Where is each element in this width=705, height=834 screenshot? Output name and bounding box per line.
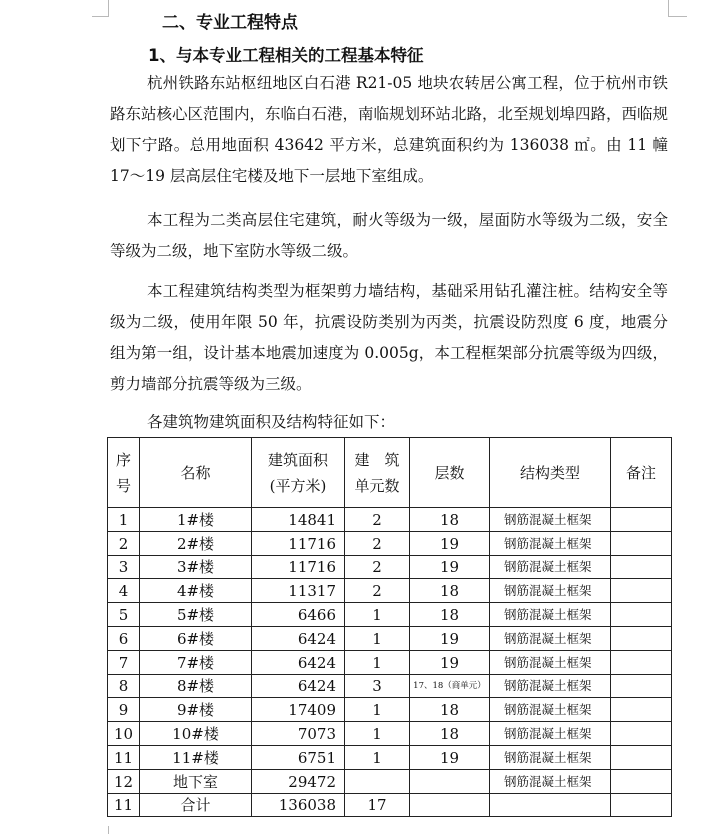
cell-units: 3 bbox=[345, 674, 410, 698]
cell-note bbox=[611, 626, 672, 650]
table-row bbox=[108, 555, 672, 579]
cell-units: 1 bbox=[345, 698, 410, 722]
cell-structure: 钢筋混凝土框架 bbox=[490, 722, 611, 746]
margin-crop-mark-left bbox=[92, 0, 109, 17]
cell-no: 4 bbox=[108, 579, 140, 603]
table-row bbox=[108, 769, 672, 793]
cell-floors: 18 bbox=[410, 508, 490, 532]
cell-structure: 钢筋混凝土框架 bbox=[490, 674, 611, 698]
cell-area: 6424 bbox=[252, 626, 345, 650]
cell-note bbox=[611, 769, 672, 793]
cell-note bbox=[611, 579, 672, 603]
cell-units: 1 bbox=[345, 650, 410, 674]
header-units: 建 筑 单元数 bbox=[345, 438, 410, 508]
cell-structure: 钢筋混凝土框架 bbox=[490, 650, 611, 674]
cell-note bbox=[611, 698, 672, 722]
cell-area: 11716 bbox=[252, 531, 345, 555]
cell-structure: 钢筋混凝土框架 bbox=[490, 769, 611, 793]
cell-structure: 钢筋混凝土框架 bbox=[490, 531, 611, 555]
cell-floors bbox=[410, 769, 490, 793]
header-floors: 层数 bbox=[410, 438, 490, 508]
table-header-row bbox=[108, 438, 672, 508]
table-row bbox=[108, 674, 672, 698]
table-row bbox=[108, 531, 672, 555]
cell-name: 1#楼 bbox=[140, 508, 252, 532]
cell-area: 11317 bbox=[252, 579, 345, 603]
cell-area: 14841 bbox=[252, 508, 345, 532]
section-heading: 二、专业工程特点 bbox=[162, 13, 298, 33]
building-spec-table bbox=[107, 437, 672, 817]
cell-name: 合计 bbox=[140, 793, 252, 817]
table-row bbox=[108, 603, 672, 627]
cell-note bbox=[611, 745, 672, 769]
header-structure: 结构类型 bbox=[490, 438, 611, 508]
cell-area: 7073 bbox=[252, 722, 345, 746]
cell-units: 1 bbox=[345, 745, 410, 769]
cell-floors: 19 bbox=[410, 745, 490, 769]
cell-structure: 钢筋混凝土框架 bbox=[490, 626, 611, 650]
cell-area: 17409 bbox=[252, 698, 345, 722]
cell-area: 136038 bbox=[252, 793, 345, 817]
cell-note bbox=[611, 508, 672, 532]
cell-structure: 钢筋混凝土框架 bbox=[490, 603, 611, 627]
cell-name: 3#楼 bbox=[140, 555, 252, 579]
cell-floors bbox=[410, 793, 490, 817]
margin-crop-mark-bottom bbox=[92, 826, 109, 834]
cell-units: 2 bbox=[345, 579, 410, 603]
cell-units: 17 bbox=[345, 793, 410, 817]
cell-note bbox=[611, 674, 672, 698]
cell-no: 1 bbox=[108, 508, 140, 532]
header-note: 备注 bbox=[611, 438, 672, 508]
header-no: 序 号 bbox=[108, 438, 140, 508]
cell-note bbox=[611, 793, 672, 817]
cell-structure: 钢筋混凝土框架 bbox=[490, 579, 611, 603]
cell-area: 6751 bbox=[252, 745, 345, 769]
table-row bbox=[108, 508, 672, 532]
cell-structure: 钢筋混凝土框架 bbox=[490, 745, 611, 769]
cell-no: 6 bbox=[108, 626, 140, 650]
cell-floors: 19 bbox=[410, 555, 490, 579]
cell-name: 4#楼 bbox=[140, 579, 252, 603]
cell-note bbox=[611, 531, 672, 555]
cell-no: 11 bbox=[108, 745, 140, 769]
table-row bbox=[108, 579, 672, 603]
cell-floors: 19 bbox=[410, 626, 490, 650]
cell-name: 9#楼 bbox=[140, 698, 252, 722]
cell-no: 11 bbox=[108, 793, 140, 817]
cell-note bbox=[611, 603, 672, 627]
cell-floors: 18 bbox=[410, 579, 490, 603]
cell-name: 7#楼 bbox=[140, 650, 252, 674]
cell-name: 10#楼 bbox=[140, 722, 252, 746]
header-name: 名称 bbox=[140, 438, 252, 508]
table-row bbox=[108, 745, 672, 769]
table-row bbox=[108, 698, 672, 722]
table-total-row bbox=[108, 793, 672, 817]
table-row bbox=[108, 722, 672, 746]
cell-note bbox=[611, 722, 672, 746]
cell-floors: 19 bbox=[410, 650, 490, 674]
cell-no: 12 bbox=[108, 769, 140, 793]
cell-structure: 钢筋混凝土框架 bbox=[490, 698, 611, 722]
cell-structure: 钢筋混凝土框架 bbox=[490, 508, 611, 532]
cell-units: 2 bbox=[345, 531, 410, 555]
paragraph-structure: 本工程建筑结构类型为框架剪力墙结构，基础采用钻孔灌注桩。结构安全等级为二级，使用年限 50 年，抗震设防类别为丙类，抗震设防烈度 6 度，地震分组为第一组，设计基本地震加速度为 0.005g，本工程框架部分抗震等级为四级，剪力墙部分抗震等级为三级。 bbox=[110, 282, 668, 393]
cell-name: 11#楼 bbox=[140, 745, 252, 769]
cell-floors: 18 bbox=[410, 603, 490, 627]
cell-area: 6466 bbox=[252, 603, 345, 627]
cell-structure: 钢筋混凝土框架 bbox=[490, 555, 611, 579]
cell-floors: 17、18（商单元） bbox=[410, 674, 490, 698]
cell-area: 11716 bbox=[252, 555, 345, 579]
cell-units: 2 bbox=[345, 508, 410, 532]
cell-structure bbox=[490, 793, 611, 817]
cell-area: 29472 bbox=[252, 769, 345, 793]
cell-area: 6424 bbox=[252, 674, 345, 698]
cell-no: 9 bbox=[108, 698, 140, 722]
cell-units: 1 bbox=[345, 626, 410, 650]
cell-no: 8 bbox=[108, 674, 140, 698]
header-area: 建筑面积 (平方米) bbox=[252, 438, 345, 508]
cell-name: 5#楼 bbox=[140, 603, 252, 627]
cell-no: 2 bbox=[108, 531, 140, 555]
paragraph-fire-rating: 本工程为二类高层住宅建筑，耐火等级为一级，屋面防水等级为二级，安全等级为二级，地下室防水等级二级。 bbox=[110, 211, 668, 260]
cell-area: 6424 bbox=[252, 650, 345, 674]
margin-crop-mark-right bbox=[668, 0, 687, 17]
cell-no: 10 bbox=[108, 722, 140, 746]
table-row bbox=[108, 626, 672, 650]
cell-no: 7 bbox=[108, 650, 140, 674]
cell-name: 6#楼 bbox=[140, 626, 252, 650]
cell-no: 5 bbox=[108, 603, 140, 627]
cell-note bbox=[611, 650, 672, 674]
subsection-heading: 1、与本专业工程相关的工程基本特征 bbox=[148, 46, 424, 65]
cell-floors: 18 bbox=[410, 698, 490, 722]
cell-name: 8#楼 bbox=[140, 674, 252, 698]
cell-floors: 19 bbox=[410, 531, 490, 555]
table-row bbox=[108, 650, 672, 674]
cell-units: 1 bbox=[345, 722, 410, 746]
cell-name: 地下室 bbox=[140, 769, 252, 793]
cell-units bbox=[345, 769, 410, 793]
table-caption: 各建筑物建筑面积及结构特征如下： bbox=[147, 413, 396, 431]
cell-name: 2#楼 bbox=[140, 531, 252, 555]
cell-note bbox=[611, 555, 672, 579]
cell-floors: 18 bbox=[410, 722, 490, 746]
cell-no: 3 bbox=[108, 555, 140, 579]
cell-units: 2 bbox=[345, 555, 410, 579]
paragraph-project-overview: 杭州铁路东站枢纽地区白石港 R21-05 地块农转居公寓工程，位于杭州市铁路东站核心区范围内，东临白石港，南临规划环站北路，北至规划埠四路，西临规划下宁路。总用地面积 43642 平方米，总建筑面积约为 136038 ㎡。由 11 幢 17～19 层高层住宅楼及地下一层地下室组成。 bbox=[110, 74, 669, 185]
cell-units: 1 bbox=[345, 603, 410, 627]
